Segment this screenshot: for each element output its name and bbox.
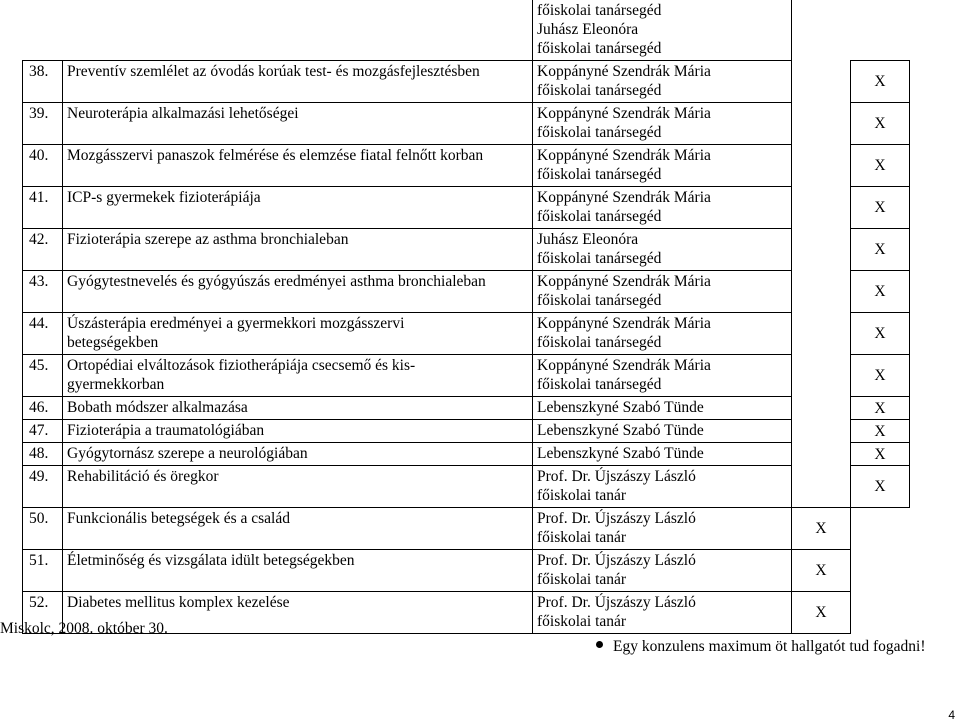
empty-mark-cell xyxy=(792,355,851,397)
supervisor-title: főiskolai tanár xyxy=(537,613,627,630)
table-row xyxy=(23,145,910,187)
empty-mark-cell xyxy=(792,61,851,103)
supervisor-cell xyxy=(533,355,792,397)
row-number: 52. xyxy=(23,592,63,634)
row-number: 46. xyxy=(23,397,63,420)
supervisor-cell xyxy=(533,187,792,229)
supervisor-name: Koppányné Szendrák Mária xyxy=(537,147,711,164)
thesis-title-line: Neuroterápia alkalmazási lehetőségei xyxy=(67,105,299,122)
empty-mark-cell xyxy=(792,466,851,508)
thesis-title-cell xyxy=(63,443,533,466)
empty-mark-cell xyxy=(792,145,851,187)
selection-mark: X xyxy=(851,271,910,313)
row-number: 39. xyxy=(23,103,63,145)
table-row xyxy=(23,466,910,508)
thesis-title-line: Életminőség és vizsgálata idült betegségekben xyxy=(67,552,355,569)
selection-mark: X xyxy=(851,187,910,229)
row-number: 49. xyxy=(23,466,63,508)
supervisor-name: Prof. Dr. Újszászy László xyxy=(537,552,696,569)
thesis-title-line: Fizioterápia a traumatológiában xyxy=(67,422,265,439)
empty-mark-cell xyxy=(851,508,910,550)
supervisor-cell xyxy=(533,397,792,420)
thesis-title-cell xyxy=(63,466,533,508)
thesis-title-cell xyxy=(63,420,533,443)
top-fragment-row xyxy=(23,0,910,61)
empty-mark-cell xyxy=(851,592,910,634)
thesis-title-cell xyxy=(63,145,533,187)
thesis-title-cell xyxy=(63,103,533,145)
empty-mark-cell xyxy=(792,271,851,313)
supervisor-name: Prof. Dr. Újszászy László xyxy=(537,468,696,485)
table-row xyxy=(23,187,910,229)
table-row xyxy=(23,271,910,313)
supervisor-cell xyxy=(533,592,792,634)
supervisor-cell xyxy=(533,313,792,355)
supervisor-cell xyxy=(533,61,792,103)
selection-mark: X xyxy=(851,145,910,187)
top-fragment-spacer xyxy=(63,0,533,61)
selection-mark: X xyxy=(851,229,910,271)
empty-mark-cell xyxy=(792,313,851,355)
supervisor-title: főiskolai tanár xyxy=(537,529,627,546)
empty-mark-cell xyxy=(851,550,910,592)
row-number: 42. xyxy=(23,229,63,271)
thesis-title-line: betegségekben xyxy=(67,334,159,351)
top-fragment-line: Juhász Eleonóra xyxy=(537,21,639,38)
page-number: 4 xyxy=(948,708,955,722)
supervisor-title: főiskolai tanár xyxy=(537,571,627,588)
thesis-title-cell xyxy=(63,229,533,271)
table-row xyxy=(23,508,910,550)
thesis-title-line: Diabetes mellitus komplex kezelése xyxy=(67,594,290,611)
thesis-topics-table xyxy=(22,0,910,634)
empty-mark-cell xyxy=(792,187,851,229)
supervisor-name: Juhász Eleonóra xyxy=(537,231,639,248)
top-fragment-spacer xyxy=(851,0,910,61)
selection-mark: X xyxy=(792,592,851,634)
supervisor-name: Lebenszkyné Szabó Tünde xyxy=(537,422,704,439)
consultant-limit-note: Egy konzulens maximum öt hallgatót tud fogadni! xyxy=(613,638,926,655)
supervisor-cell xyxy=(533,229,792,271)
supervisor-cell xyxy=(533,550,792,592)
selection-mark: X xyxy=(851,420,910,443)
row-number: 47. xyxy=(23,420,63,443)
thesis-title-cell xyxy=(63,313,533,355)
supervisor-title: főiskolai tanársegéd xyxy=(537,292,662,309)
note-row xyxy=(596,638,926,656)
thesis-title-line: Fizioterápia szerepe az asthma bronchialeban xyxy=(67,231,349,248)
selection-mark: X xyxy=(851,103,910,145)
row-number: 40. xyxy=(23,145,63,187)
supervisor-title: főiskolai tanársegéd xyxy=(537,376,662,393)
supervisor-cell xyxy=(533,443,792,466)
row-number: 48. xyxy=(23,443,63,466)
supervisor-name: Prof. Dr. Újszászy László xyxy=(537,594,696,611)
row-number: 38. xyxy=(23,61,63,103)
supervisor-title: főiskolai tanársegéd xyxy=(537,208,662,225)
table-row xyxy=(23,420,910,443)
table-row xyxy=(23,229,910,271)
thesis-title-cell xyxy=(63,397,533,420)
selection-mark: X xyxy=(851,466,910,508)
thesis-title-line: Bobath módszer alkalmazása xyxy=(67,399,248,416)
supervisor-name: Koppányné Szendrák Mária xyxy=(537,315,711,332)
supervisor-name: Koppányné Szendrák Mária xyxy=(537,63,711,80)
thesis-title-cell xyxy=(63,508,533,550)
top-fragment-line: főiskolai tanársegéd xyxy=(537,2,662,19)
signature-date: Miskolc, 2008. október 30. xyxy=(0,620,168,637)
empty-mark-cell xyxy=(792,397,851,420)
top-fragment-spacer xyxy=(23,0,63,61)
top-fragment-spacer xyxy=(792,0,851,61)
thesis-title-line: gyermekkorban xyxy=(67,376,165,393)
row-number: 41. xyxy=(23,187,63,229)
bullet-icon xyxy=(596,641,603,648)
selection-mark: X xyxy=(792,550,851,592)
supervisor-title: főiskolai tanársegéd xyxy=(537,334,662,351)
selection-mark: X xyxy=(851,61,910,103)
supervisor-name: Lebenszkyné Szabó Tünde xyxy=(537,445,704,462)
supervisor-name: Koppányné Szendrák Mária xyxy=(537,105,711,122)
row-number: 44. xyxy=(23,313,63,355)
empty-mark-cell xyxy=(792,420,851,443)
selection-mark: X xyxy=(792,508,851,550)
row-number: 45. xyxy=(23,355,63,397)
supervisor-name: Lebenszkyné Szabó Tünde xyxy=(537,399,704,416)
thesis-title-cell xyxy=(63,61,533,103)
table-row xyxy=(23,443,910,466)
table-row xyxy=(23,397,910,420)
supervisor-title: főiskolai tanársegéd xyxy=(537,124,662,141)
thesis-title-cell xyxy=(63,550,533,592)
supervisor-title: főiskolai tanársegéd xyxy=(537,166,662,183)
thesis-title-line: Gyógytestnevelés és gyógyúszás eredményei asthma bronchialeban xyxy=(67,273,486,290)
thesis-title-line: Funkcionális betegségek és a család xyxy=(67,510,290,527)
thesis-title-line: Mozgásszervi panaszok felmérése és elemzése fiatal felnőtt korban xyxy=(67,147,484,164)
thesis-title-line: Úszásterápia eredményei a gyermekkori mozgásszervi xyxy=(67,315,405,332)
thesis-title-line: Gyógytornász szerepe a neurológiában xyxy=(67,445,308,462)
table-body xyxy=(23,0,910,634)
empty-mark-cell xyxy=(792,103,851,145)
supervisor-name: Koppányné Szendrák Mária xyxy=(537,189,711,206)
supervisor-title: főiskolai tanársegéd xyxy=(537,82,662,99)
table-row xyxy=(23,550,910,592)
thesis-title-cell xyxy=(63,187,533,229)
thesis-title-line: ICP-s gyermekek fizioterápiája xyxy=(67,189,261,206)
selection-mark: X xyxy=(851,355,910,397)
selection-mark: X xyxy=(851,313,910,355)
empty-mark-cell xyxy=(792,443,851,466)
supervisor-name: Prof. Dr. Újszászy László xyxy=(537,510,696,527)
supervisor-cell xyxy=(533,271,792,313)
row-number: 43. xyxy=(23,271,63,313)
selection-mark: X xyxy=(851,443,910,466)
table-row xyxy=(23,313,910,355)
selection-mark: X xyxy=(851,397,910,420)
row-number: 50. xyxy=(23,508,63,550)
supervisor-cell xyxy=(533,466,792,508)
thesis-title-line: Rehabilitáció és öregkor xyxy=(67,468,219,485)
row-number: 51. xyxy=(23,550,63,592)
thesis-title-cell xyxy=(63,271,533,313)
top-fragment-line: főiskolai tanársegéd xyxy=(537,40,662,57)
empty-mark-cell xyxy=(792,229,851,271)
top-fragment-supervisor-cell xyxy=(533,0,792,61)
table-row xyxy=(23,355,910,397)
supervisor-name: Koppányné Szendrák Mária xyxy=(537,273,711,290)
table-row xyxy=(23,61,910,103)
thesis-title-line: Ortopédiai elváltozások fiziotherápiája csecsemő és kis- xyxy=(67,357,416,374)
supervisor-cell xyxy=(533,103,792,145)
thesis-title-line: Preventív szemlélet az óvodás korúak test- és mozgásfejlesztésben xyxy=(67,63,480,80)
supervisor-cell xyxy=(533,420,792,443)
supervisor-title: főiskolai tanár xyxy=(537,487,627,504)
table-row xyxy=(23,103,910,145)
supervisor-title: főiskolai tanársegéd xyxy=(537,250,662,267)
supervisor-cell xyxy=(533,508,792,550)
thesis-title-cell xyxy=(63,355,533,397)
supervisor-cell xyxy=(533,145,792,187)
supervisor-name: Koppányné Szendrák Mária xyxy=(537,357,711,374)
